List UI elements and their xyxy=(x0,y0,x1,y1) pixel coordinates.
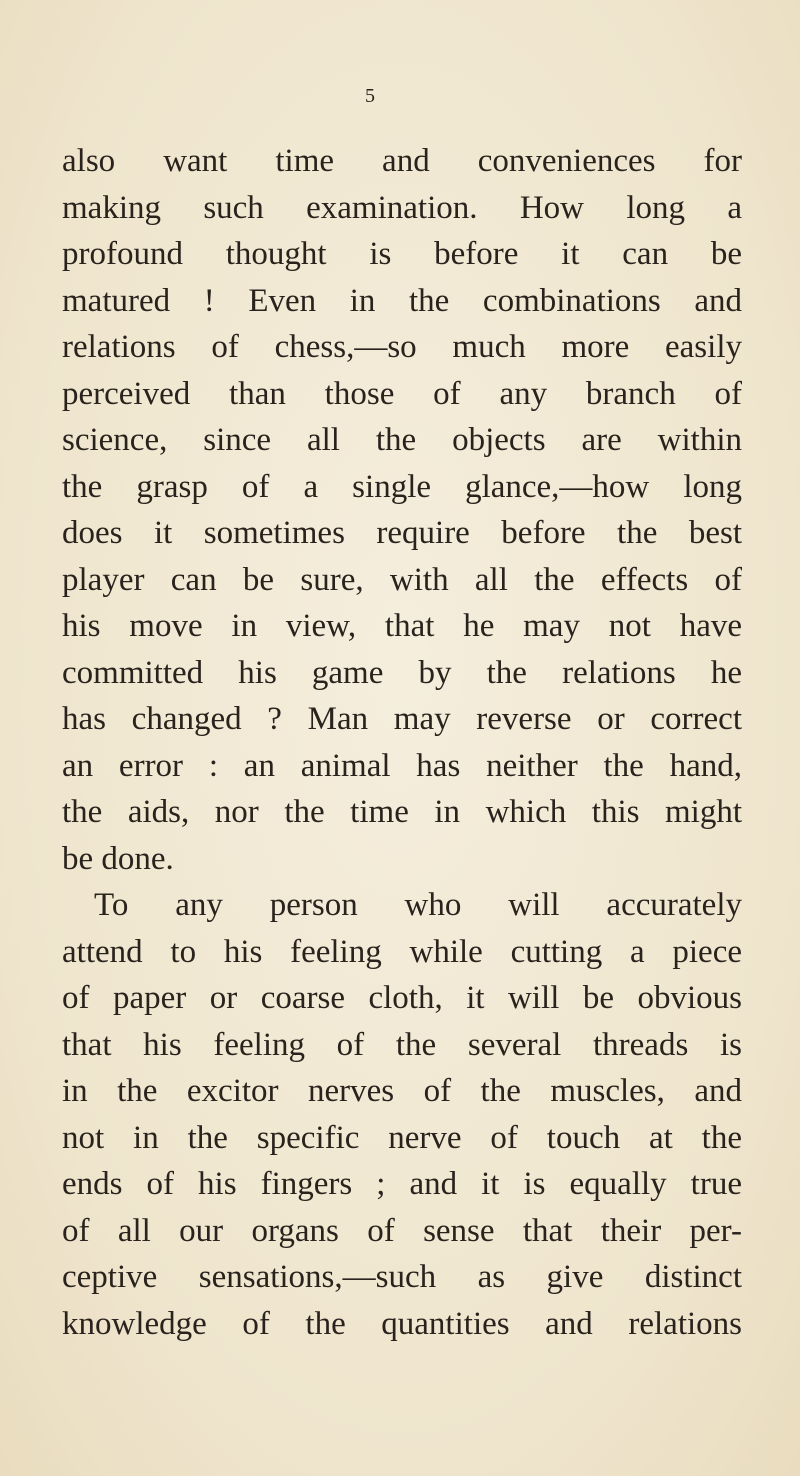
text-line: attend to his feeling while cutting a piece xyxy=(62,933,742,970)
text-line: an error : an animal has neither the hand, xyxy=(62,747,742,784)
text-line: ends of his fingers ; and it is equally true xyxy=(62,1166,742,1202)
text-line: in the excitor nerves of the muscles, and xyxy=(62,1073,742,1109)
text-line: relations of chess,—so much more easily xyxy=(62,329,742,365)
text-line: of paper or coarse cloth, it will be obvious xyxy=(62,980,742,1016)
text-line: science, since all the objects are within xyxy=(62,422,742,458)
page-number: 5 xyxy=(365,85,375,107)
text-line: profound thought is before it can be xyxy=(62,236,742,272)
text-line: perceived than those of any branch of xyxy=(62,375,742,412)
body-text xyxy=(62,138,742,1347)
text-line: ceptive sensations,—such as give distinct xyxy=(62,1259,742,1295)
paragraph-end-line: be done. xyxy=(62,840,174,877)
text-line: the aids, nor the time in which this might xyxy=(62,794,742,830)
text-line: making such examination. How long a xyxy=(62,189,742,226)
text-line: his move in view, that he may not have xyxy=(62,608,742,644)
text-line: has changed ? Man may reverse or correct xyxy=(62,701,742,737)
text-line: player can be sure, with all the effects of xyxy=(62,561,742,598)
text-line: that his feeling of the several threads is xyxy=(62,1026,742,1063)
text-line: also want time and conveniences for xyxy=(62,143,742,179)
text-line: of all our organs of sense that their per- xyxy=(62,1212,742,1249)
text-line: committed his game by the relations he xyxy=(62,654,742,691)
text-line: matured ! Even in the combinations and xyxy=(62,282,742,319)
text-line: the grasp of a single glance,—how long xyxy=(62,468,742,505)
paragraph-start-line: To any person who will accurately xyxy=(94,887,742,923)
text-line: knowledge of the quantities and relations xyxy=(62,1305,742,1342)
text-line: not in the specific nerve of touch at the xyxy=(62,1119,742,1156)
text-line: does it sometimes require before the best xyxy=(62,515,742,551)
